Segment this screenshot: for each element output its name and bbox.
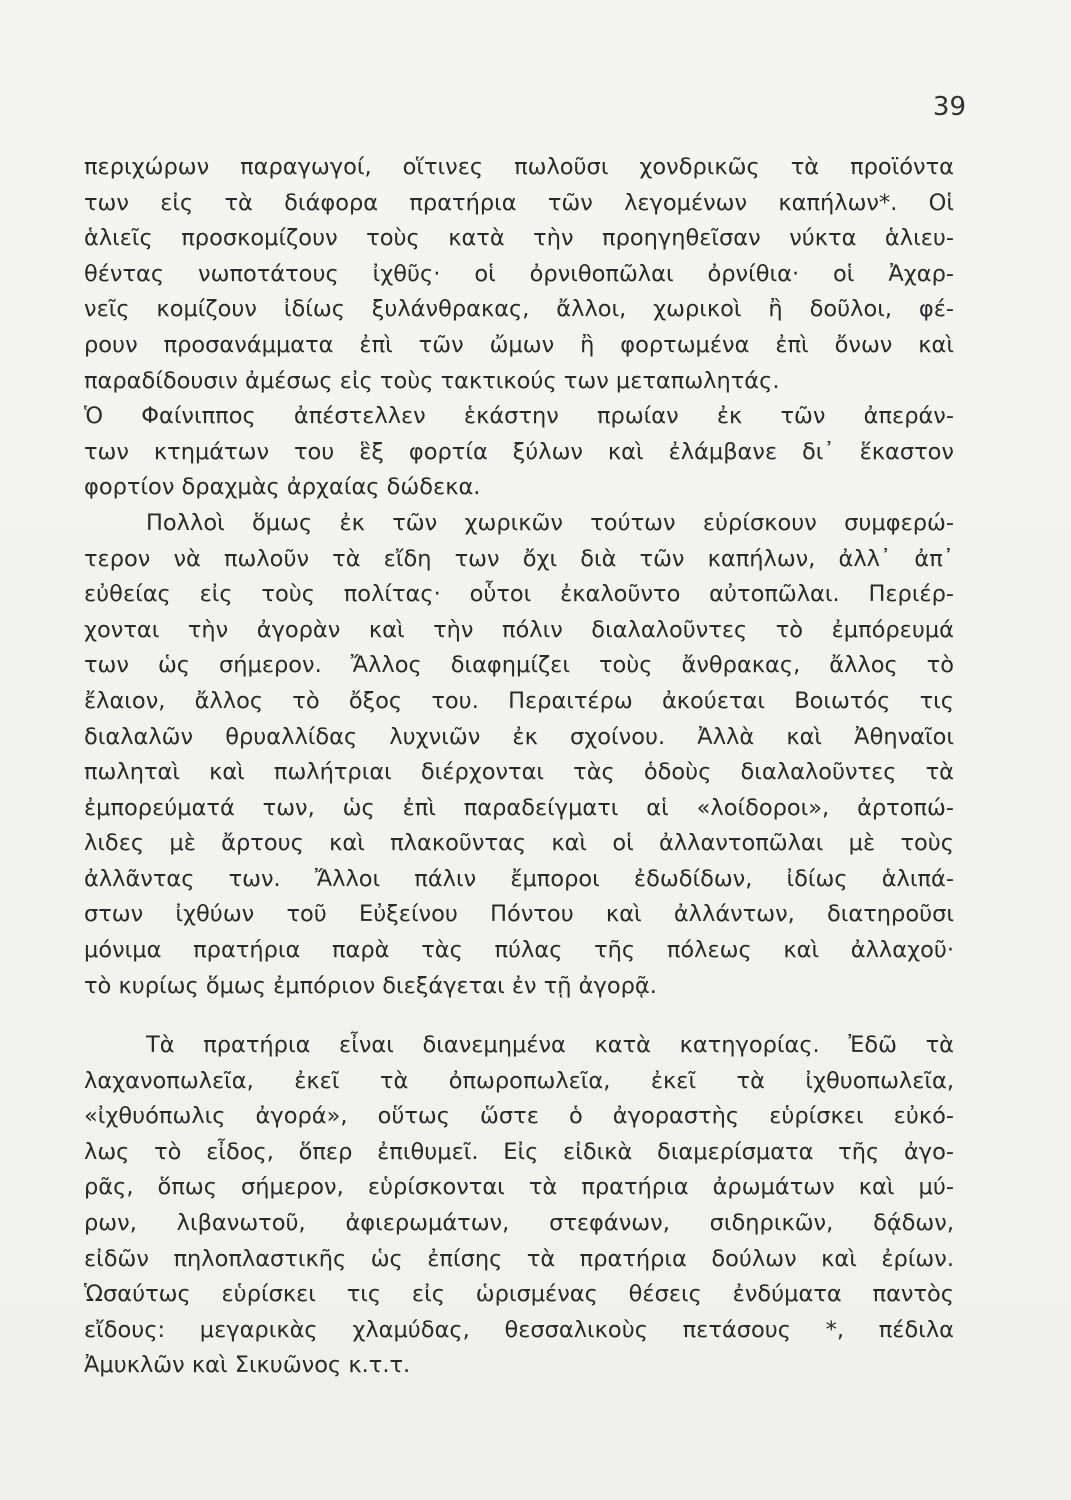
text-line: Πολλοὶ ὅμως ἐκ τῶν χωρικῶν τούτων εὑρίσκουν συμφερώ- xyxy=(146,509,954,536)
text-line: περιχώρων παραγωγοί, οἵτινες πωλοῦσι χονδρικῶς τὰ προϊόντα xyxy=(84,154,954,180)
text-line: ρουν προσανάμματα ἐπὶ τῶν ὤμων ἢ φορτωμένα ἐπὶ ὄνων καὶ xyxy=(84,331,954,358)
page-number: 39 xyxy=(932,92,966,122)
text-line: Ἀμυκλῶν καὶ Σικυῶνος κ.τ.τ. xyxy=(84,1352,411,1379)
text-line: διαλαλῶν θρυαλλίδας λυχνιῶν ἐκ σχοίνου. Ἀλλὰ καὶ Ἀθηναῖοι xyxy=(84,723,954,750)
text-line: Ὡσαύτως εὑρίσκει τις εἰς ὡρισμένας θέσεις ἐνδύματα παντὸς xyxy=(84,1281,954,1308)
text-line: παραδίδουσιν ἀμέσως εἰς τοὺς τακτικούς των μεταπωλητάς. xyxy=(84,367,780,394)
text-line: λιδες μὲ ἄρτους καὶ πλακοῦντας καὶ οἱ ἀλλαντοπῶλαι μὲ τοὺς xyxy=(84,830,954,857)
text-line: λαχανοπωλεῖα, ἐκεῖ τὰ ὀπωροπωλεῖα, ἐκεῖ τὰ ἰχθυοπωλεῖα, xyxy=(84,1067,954,1094)
text-line: τερον νὰ πωλοῦν τὰ εἴδη των ὄχι διὰ τῶν καπήλων, ἀλλ᾽ ἀπ᾽ xyxy=(84,545,954,572)
text-line: τὸ κυρίως ὅμως ἐμπόριον διεξάγεται ἐν τῇ ἀγορᾷ. xyxy=(84,972,657,999)
text-section-lower xyxy=(84,1028,954,1384)
paragraph xyxy=(84,399,954,506)
text-line: εὐθείας εἰς τοὺς πολίτας· οὗτοι ἐκαλοῦντο αὐτοπῶλαι. Περιέρ- xyxy=(84,581,954,608)
paragraph xyxy=(84,506,954,1004)
text-line: των εἰς τὰ διάφορα πρατήρια τῶν λεγομένων καπήλων*. Οἱ xyxy=(84,189,954,216)
text-line: ἔλαιον, ἄλλος τὸ ὄξος του. Περαιτέρω ἀκούεται Βοιωτός τις xyxy=(84,687,954,714)
text-line: νεῖς κομίζουν ἰδίως ξυλάνθρακας, ἄλλοι, χωρικοὶ ἢ δοῦλοι, φέ- xyxy=(84,296,954,323)
text-line: των ὡς σήμερον. Ἄλλος διαφημίζει τοὺς ἄνθρακας, ἄλλος τὸ xyxy=(84,652,954,679)
text-line: ἀλλᾶντας των. Ἄλλοι πάλιν ἔμποροι ἐδωδίδων, ἰδίως ἁλιπά- xyxy=(84,865,954,892)
text-line: των κτημάτων του ἓξ φορτία ξύλων καὶ ἐλάμβανε δι᾽ ἕκαστον xyxy=(84,438,954,465)
text-line: στων ἰχθύων τοῦ Εὐξείνου Πόντου καὶ ἀλλάντων, διατηροῦσι xyxy=(84,901,954,928)
text-line: ἐμπορεύματά των, ὡς ἐπὶ παραδείγματι αἱ «λοίδοροι», ἀρτοπώ- xyxy=(84,794,954,821)
paragraph xyxy=(84,150,954,399)
text-section-upper xyxy=(84,150,954,1004)
text-line: ρᾶς, ὅπως σήμερον, εὑρίσκονται τὰ πρατήρια ἀρωμάτων καὶ μύ- xyxy=(84,1174,954,1201)
text-line: ἁλιεῖς προσκομίζουν τοὺς κατὰ τὴν προηγηθεῖσαν νύκτα ἁλιευ- xyxy=(84,225,954,252)
text-line: λως τὸ εἶδος, ὅπερ ἐπιθυμεῖ. Εἰς εἰδικὰ διαμερίσματα τῆς ἀγο- xyxy=(84,1138,954,1165)
paragraph xyxy=(84,1028,954,1384)
text-line: «ἰχθυόπωλις ἀγορά», οὕτως ὥστε ὁ ἀγοραστὴς εὑρίσκει εὐκό- xyxy=(84,1103,954,1130)
text-line: ρων, λιβανωτοῦ, ἀφιερωμάτων, στεφάνων, σιδηρικῶν, δᾴδων, xyxy=(84,1209,954,1236)
text-line: εἴδους: μεγαρικὰς χλαμύδας, θεσσαλικοὺς πετάσους *, πέδιλα xyxy=(84,1316,954,1343)
text-line: μόνιμα πρατήρια παρὰ τὰς πύλας τῆς πόλεως καὶ ἀλλαχοῦ· xyxy=(84,937,954,964)
text-line: πωληταὶ καὶ πωλήτριαι διέρχονται τὰς ὁδοὺς διαλαλοῦντες τὰ xyxy=(84,759,954,786)
text-line: θέντας νωποτάτους ἰχθῦς· οἱ ὀρνιθοπῶλαι ὀρνίθια· οἱ Ἀχαρ- xyxy=(84,260,954,287)
text-line: φορτίον δραχμὰς ἀρχαίας δώδεκα. xyxy=(84,474,481,501)
text-line: Ὁ Φαίνιππος ἀπέστελλεν ἑκάστην πρωίαν ἐκ τῶν ἀπεράν- xyxy=(84,403,954,430)
text-line: Τὰ πρατήρια εἶναι διανεμημένα κατὰ κατηγορίας. Ἐδῶ τὰ xyxy=(146,1032,954,1058)
text-line: εἰδῶν πηλοπλαστικῆς ὡς ἐπίσης τὰ πρατήρια δούλων καὶ ἐρίων. xyxy=(84,1245,954,1272)
text-line: χονται τὴν ἀγορὰν καὶ τὴν πόλιν διαλαλοῦντες τὸ ἐμπόρευμά xyxy=(84,616,954,643)
